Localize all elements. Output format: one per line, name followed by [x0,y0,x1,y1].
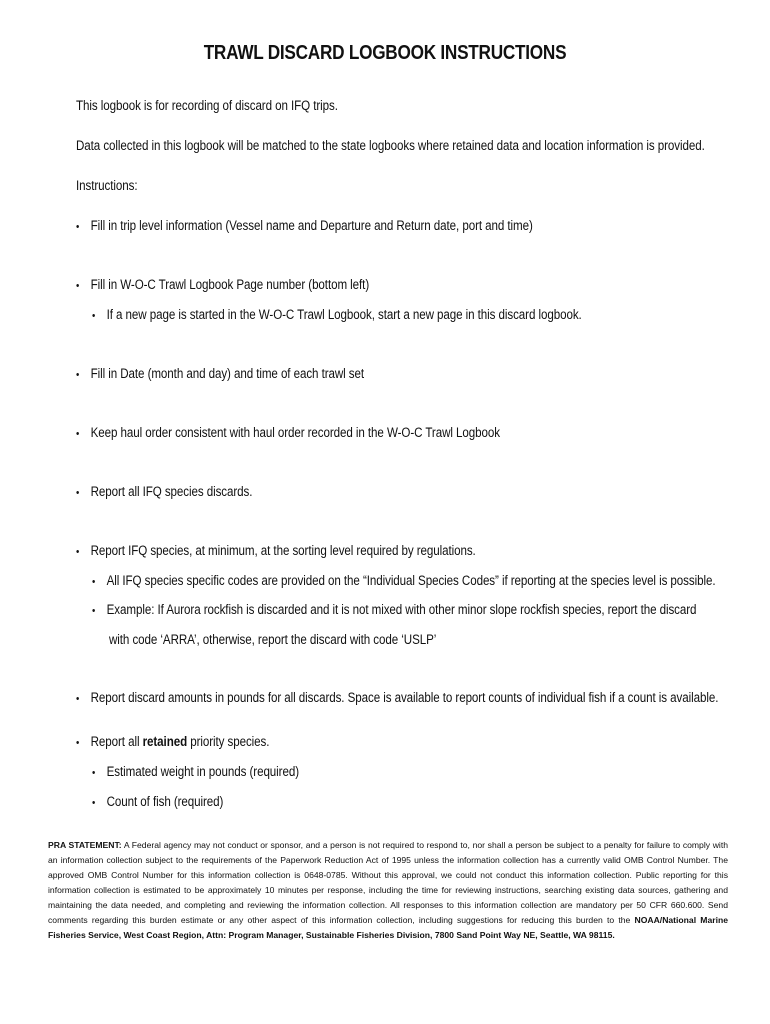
instructions-heading: Instructions: [76,178,138,193]
instruction-text: Keep haul order consistent with haul order recorded in the W-O-C Trawl Logbook [90,425,500,440]
instruction-text: Count of fish (required) [106,794,224,809]
instruction-subitem-example-continued: with code ‘ARRA’, otherwise, report the discard with code ‘USLP’ [109,632,437,647]
instruction-text: If a new page is started in the W-O-C Trawl Logbook, start a new page in this discard logbook. [106,307,582,322]
instruction-text: Report discard amounts in pounds for all discards. Space is available to report counts of individual fish if a count is available. [90,690,719,705]
instruction-item-ifq-discards [76,484,252,499]
instruction-item-sorting-level [76,543,476,558]
bullet-glyph: • [76,487,80,499]
bullet-glyph: • [76,546,80,558]
instruction-text: Fill in Date (month and day) and time of each trawl set [90,366,365,381]
instruction-subitem-example [92,602,696,617]
bullet-glyph: • [76,693,80,705]
instruction-text: Estimated weight in pounds (required) [106,764,299,779]
instruction-item-retained-species [76,734,269,749]
bullet-glyph: • [92,605,96,617]
page-title: TRAWL DISCARD LOGBOOK INSTRUCTIONS [203,42,567,64]
instruction-item-date-time [76,366,364,381]
instruction-subitem-weight [92,764,299,779]
pra-statement [48,838,728,943]
bullet-glyph: • [92,767,96,779]
instruction-text-pre: Report all [90,734,143,749]
pra-text: A Federal agency may not conduct or sponsor, and a person is not required to respond to, nor shall a person be subject to a penalty for failure to comply with an information collection subject to the requirements of the Paperwork Reduction Act of 1995 unless the information collection has a currently valid OMB Control Number. The approved OMB Control Number for this information collection is 0648-0785. Without this approval, we could not conduct this information collection. Public reporting for this information collection is estimated to be approximately 10 minutes per response, including the time for reviewing instructions, searching existing data sources, gathering and maintaining the data needed, and completing and reviewing the information collection. All responses to this information collection are mandatory per 50 CFR 660.600. Send comments regarding this burden estimate or any other aspect of this information collection, including suggestions for reducing this burden to the [48,840,728,925]
bullet-glyph: • [76,280,80,292]
instruction-subitem-new-page [92,307,582,322]
instruction-item-discard-amounts [76,690,718,705]
intro-line-2: Data collected in this logbook will be matched to the state logbooks where retained data and location information is provided. [76,138,705,153]
instruction-subitem-species-codes [92,573,715,588]
pra-address: NOAA/National Marine Fisheries Service, West Coast Region, Attn: Program Manager, Sustainable Fisheries Division, 7800 Sand Point Way NE, Seattle, WA 98115. [48,915,728,940]
intro-line-1: This logbook is for recording of discard on IFQ trips. [76,98,338,113]
bullet-glyph: • [76,369,80,381]
instruction-text: Fill in trip level information (Vessel name and Departure and Return date, port and time) [90,218,533,233]
bullet-glyph: • [92,576,96,588]
instruction-text: Fill in W-O-C Trawl Logbook Page number (bottom left) [90,277,370,292]
bullet-glyph: • [76,221,80,233]
instruction-text: Report all IFQ species discards. [90,484,253,499]
bullet-glyph: • [76,737,80,749]
instruction-text: Report IFQ species, at minimum, at the sorting level required by regulations. [90,543,476,558]
instruction-item-page-number [76,277,369,292]
instruction-text: All IFQ species specific codes are provided on the “Individual Species Codes” if reporting at the species level is possible. [106,573,716,588]
instruction-text-emphasis: retained [142,734,188,749]
instruction-item-haul-order [76,425,500,440]
instruction-item-trip-info [76,218,533,233]
instruction-text-post: priority species. [187,734,270,749]
instruction-text: Example: If Aurora rockfish is discarded and it is not mixed with other minor slope rockfish species, report the discard [106,602,697,617]
instruction-subitem-count [92,794,223,809]
bullet-glyph: • [92,797,96,809]
bullet-glyph: • [92,310,96,322]
pra-label: PRA STATEMENT: [48,840,122,850]
bullet-glyph: • [76,428,80,440]
